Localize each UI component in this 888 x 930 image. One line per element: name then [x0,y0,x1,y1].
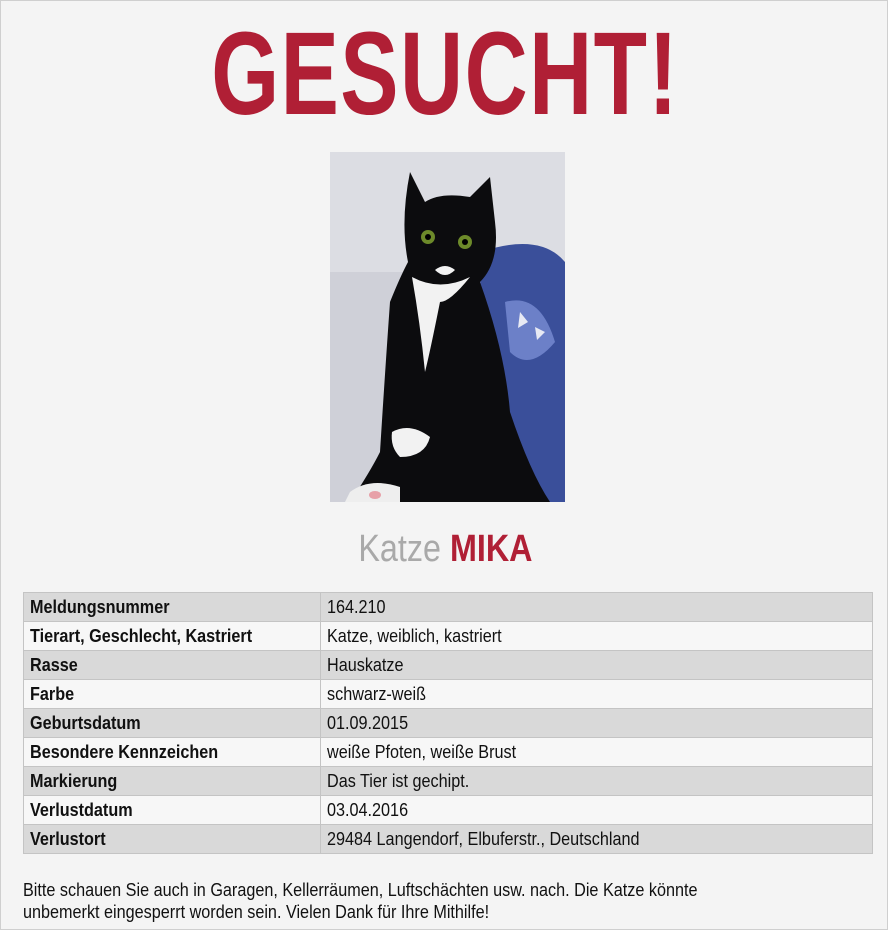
row-label: Markierung [30,770,118,791]
row-label: Rasse [30,654,78,675]
table-row [24,738,873,767]
row-label: Besondere Kennzeichen [30,741,219,762]
table-row [24,651,873,680]
row-label: Meldungsnummer [30,596,170,617]
row-value: 03.04.2016 [327,799,409,820]
table-row [24,709,873,738]
row-value: Hauskatze [327,654,404,675]
row-value: weiße Pfoten, weiße Brust [327,741,517,762]
row-value: Katze, weiblich, kastriert [327,625,502,646]
page-title [1,8,888,140]
row-label: Tierart, Geschlecht, Kastriert [30,625,253,646]
table-row [24,593,873,622]
row-label: Verlustort [30,828,106,849]
animal-name-heading [1,527,888,571]
table-row [24,767,873,796]
note-line-2: unbemerkt eingesperrt worden sein. Vielen Dank für Ihre Mithilfe! [23,902,490,922]
row-label: Geburtsdatum [30,712,141,733]
table-row [24,622,873,651]
animal-name: MIKA [449,528,533,570]
table-row [24,680,873,709]
row-value: 29484 Langendorf, Elbuferstr., Deutschland [327,828,640,849]
animal-species: Katze [357,528,441,570]
closing-note [23,879,883,923]
note-line-1: Bitte schauen Sie auch in Garagen, Kellerräumen, Luftschächten usw. nach. Die Katze könnte [23,880,698,900]
row-label: Farbe [30,683,75,704]
details-table [23,592,873,854]
row-value: 164.210 [327,596,386,617]
row-value: Das Tier ist gechipt. [327,770,470,791]
cat-photo [330,152,565,502]
row-value: schwarz-weiß [327,683,427,704]
row-label: Verlustdatum [30,799,133,820]
table-row [24,825,873,854]
row-value: 01.09.2015 [327,712,409,733]
title-text: GESUCHT! [211,8,679,140]
table-row [24,796,873,825]
